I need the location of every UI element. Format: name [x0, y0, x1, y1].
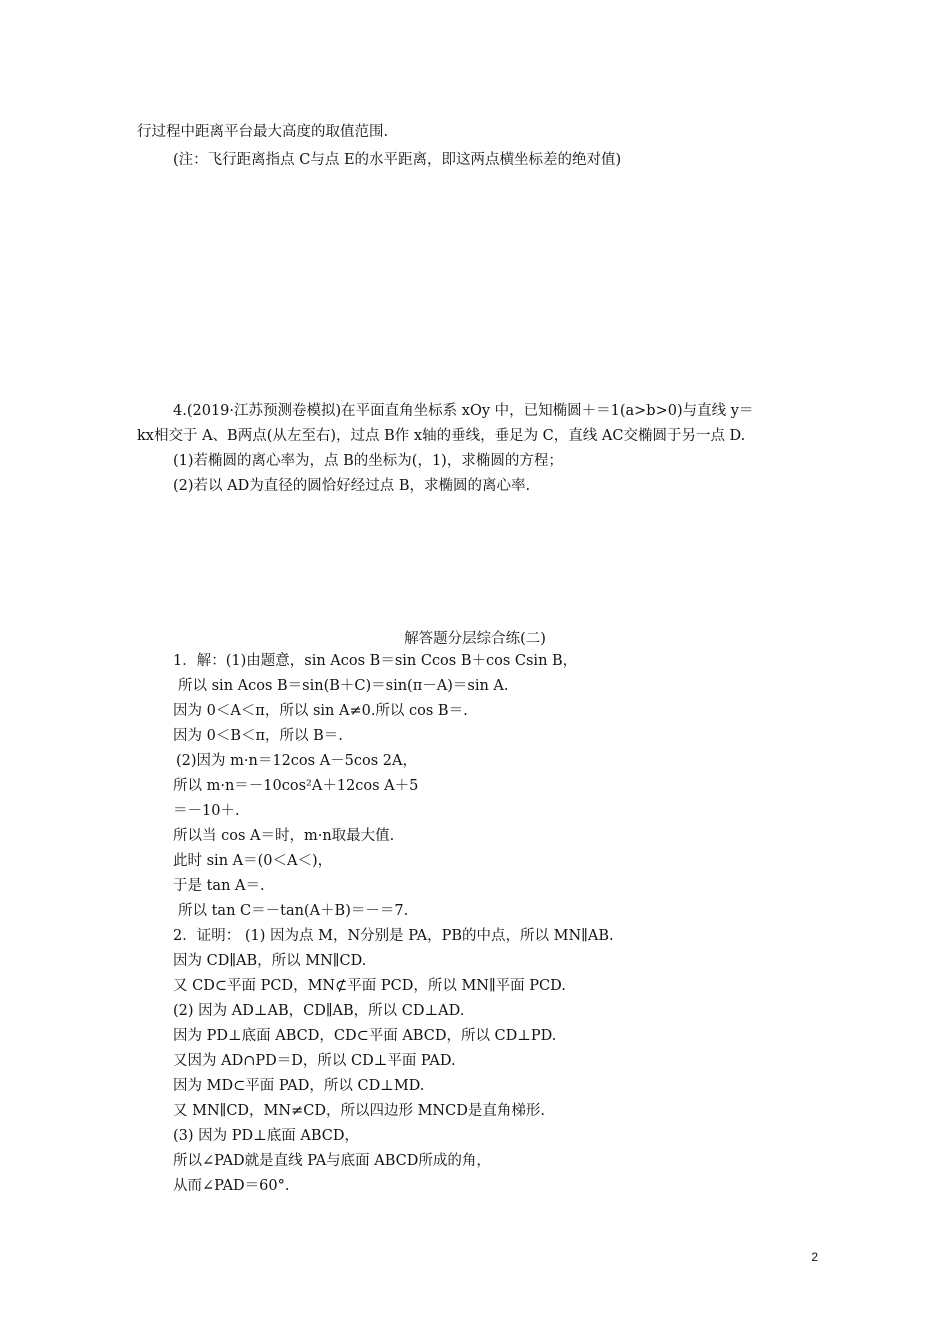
solution-line: 因为 0＜A＜π，所以 sin A≠0.所以 cos B＝.	[173, 703, 468, 719]
problem-4-line: kx相交于 A、B两点(从左至右)，过点 B作 x轴的垂线，垂足为 C，直线 AC交椭圆于另一点 D.	[137, 428, 746, 444]
proof-line: (3) 因为 PD⊥底面 ABCD，	[173, 1128, 360, 1144]
proof-line: 2．证明： (1) 因为点 M，N分别是 PA，PB的中点，所以 MN∥AB.	[173, 928, 614, 944]
solution-line: 所以 sin Acos B＝sin(B＋C)＝sin(π－A)＝sin A.	[178, 678, 509, 694]
problem-4-line: 4.(2019·江苏预测卷模拟)在平面直角坐标系 xOy 中，已知椭圆＋＝1(a>b>0)与直线 y＝	[173, 403, 754, 419]
proof-line: 又 CD⊂平面 PCD，MN⊄平面 PCD，所以 MN∥平面 PCD.	[173, 978, 566, 994]
proof-line: 又 MN∥CD，MN≠CD，所以四边形 MNCD是直角梯形.	[173, 1103, 545, 1119]
solution-line: ＝－10＋.	[173, 803, 240, 819]
proof-line: 因为 MD⊂平面 PAD，所以 CD⊥MD.	[173, 1078, 425, 1094]
page-number: 2	[811, 1250, 818, 1264]
problem-4-part-1: (1)若椭圆的离心率为，点 B的坐标为(，1)，求椭圆的方程；	[173, 453, 563, 469]
proof-line: 从而∠PAD＝60°.	[173, 1178, 290, 1194]
solution-line: 于是 tan A＝.	[173, 878, 265, 894]
problem-4-part-2: (2)若以 AD为直径的圆恰好经过点 B，求椭圆的离心率.	[173, 478, 531, 494]
proof-line: 又因为 AD∩PD＝D，所以 CD⊥平面 PAD.	[173, 1053, 456, 1069]
solution-line: 1．解：(1)由题意，sin Acos B＝sin Ccos B＋cos Csin B，	[173, 653, 578, 669]
solution-line: 所以当 cos A＝时，m·n取最大值.	[173, 828, 395, 844]
solution-line: 此时 sin A＝(0＜A＜)，	[173, 853, 333, 869]
proof-line: 所以∠PAD就是直线 PA与底面 ABCD所成的角，	[173, 1153, 491, 1169]
solution-line: 所以 m·n＝－10cos²A＋12cos A＋5	[173, 778, 419, 794]
solution-line: 所以 tan C＝－tan(A＋B)＝－＝7.	[178, 903, 409, 919]
proof-line: 因为 PD⊥底面 ABCD，CD⊂平面 ABCD，所以 CD⊥PD.	[173, 1028, 557, 1044]
solution-line: (2)因为 m·n＝12cos A－5cos 2A，	[176, 753, 417, 769]
text-line: 行过程中距离平台最大高度的取值范围.	[137, 124, 389, 140]
text-line: (注：飞行距离指点 C与点 E的水平距离，即这两点横坐标差的绝对值)	[173, 152, 622, 168]
solution-line: 因为 0＜B＜π，所以 B＝.	[173, 728, 343, 744]
section-title: 解答题分层综合练(二)	[404, 631, 546, 647]
proof-line: (2) 因为 AD⊥AB，CD∥AB，所以 CD⊥AD.	[173, 1003, 465, 1019]
proof-line: 因为 CD∥AB，所以 MN∥CD.	[173, 953, 367, 969]
